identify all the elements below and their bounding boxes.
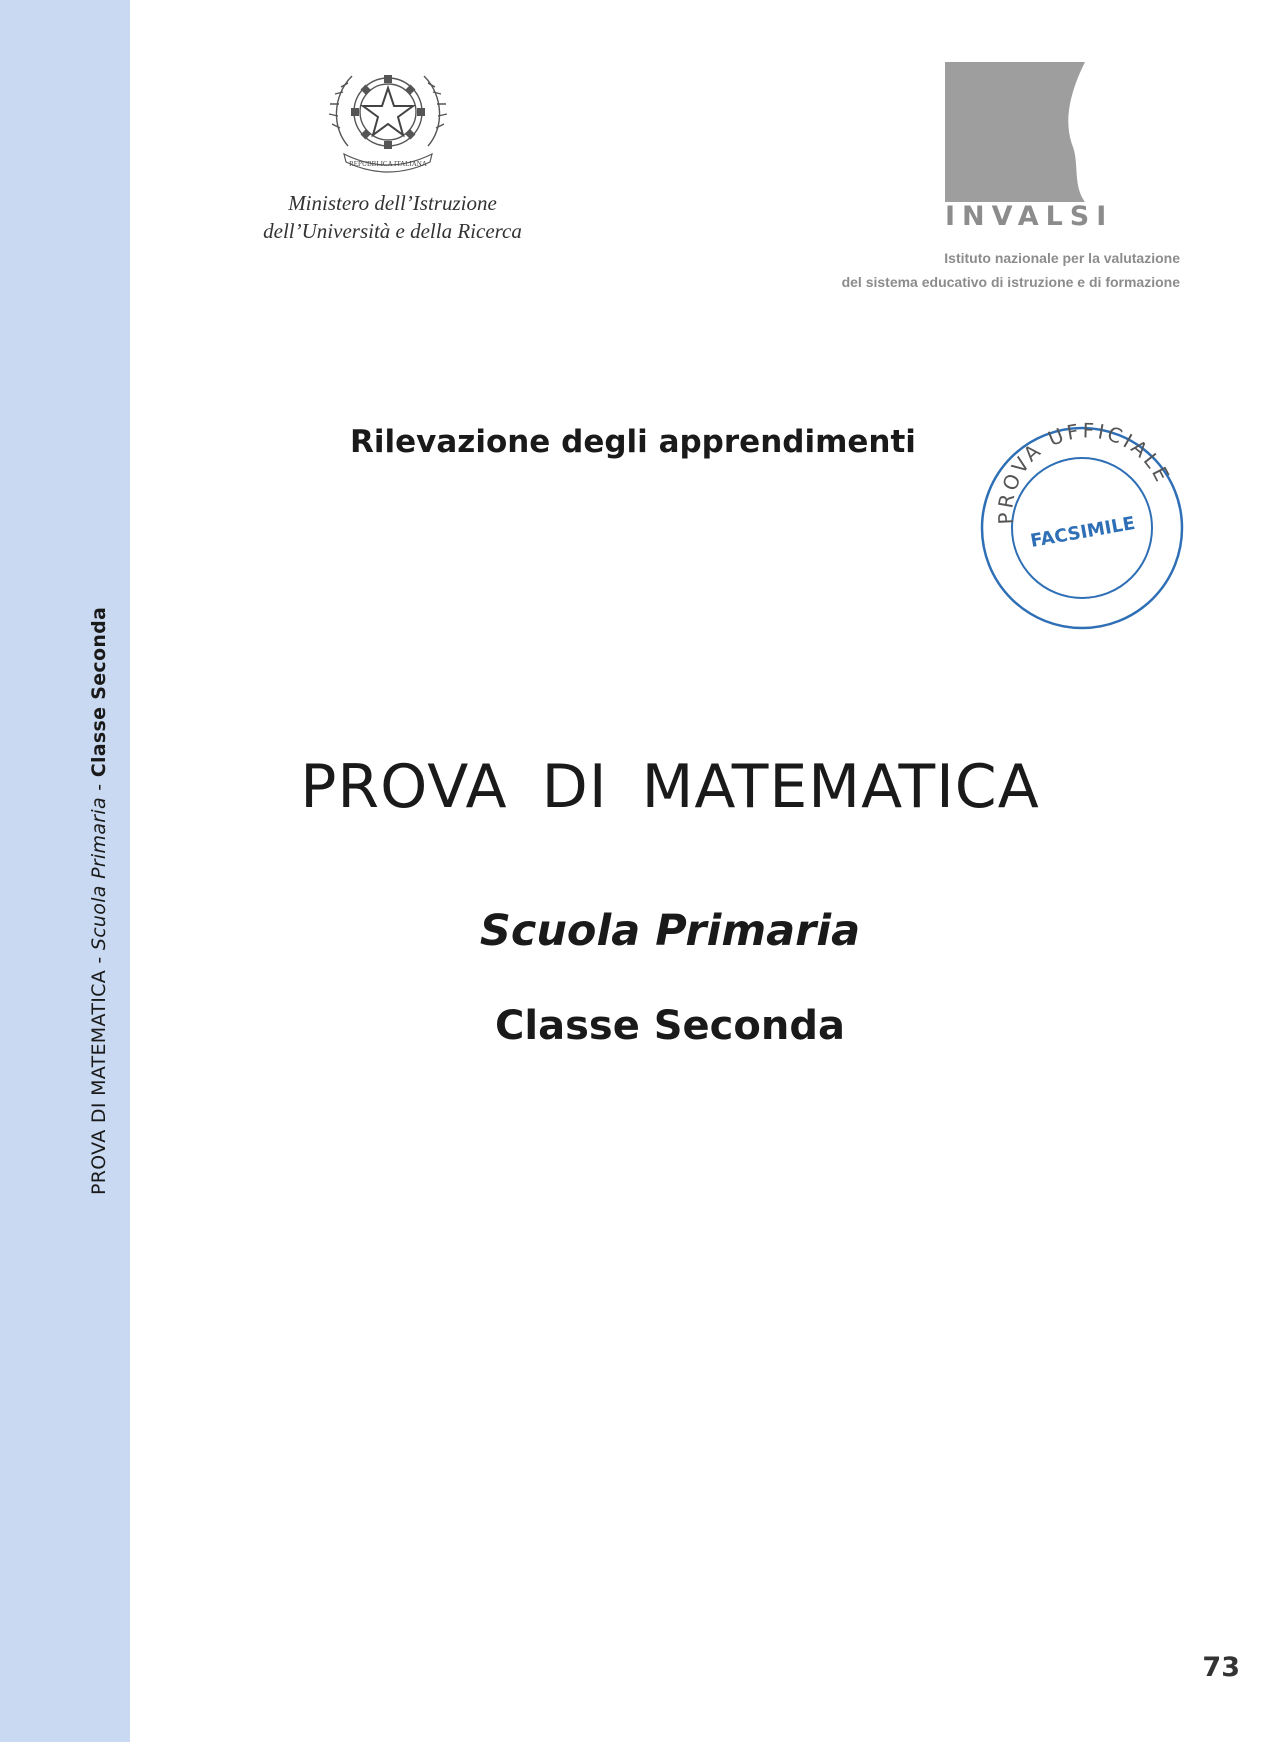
italian-republic-emblem [326, 58, 450, 176]
invalsi-name: INVALSI [945, 201, 1114, 232]
invalsi-logo [945, 62, 1085, 202]
side-running-title [88, 607, 110, 1195]
stamp-center-text: FACSIMILE [1028, 512, 1137, 552]
side-title-sep: - [88, 777, 110, 798]
ministry-line-2: dell’Università e della Ricerca [263, 219, 522, 243]
side-band [0, 0, 130, 1742]
invalsi-subtitle-line-2: del sistema educativo di istruzione e di formazione [841, 274, 1180, 290]
page-number: 73 [1202, 1652, 1240, 1683]
school-level: Scuola Primaria [479, 906, 861, 956]
invalsi-subtitle-line-1: Istituto nazionale per la valutazione [944, 250, 1180, 266]
survey-label: Rilevazione degli apprendimenti [350, 424, 916, 460]
side-title-class: Classe Seconda [88, 606, 110, 778]
facsimile-stamp [974, 420, 1190, 636]
ministry-name [220, 189, 565, 245]
stamp-arc-text: PROVA UFFICIALE [993, 420, 1176, 526]
invalsi-subtitle [820, 246, 1180, 294]
side-title-school: Scuola Primaria [88, 797, 110, 951]
emblem-ribbon-text: REPUBBLICA ITALIANA [349, 160, 427, 168]
main-title: PROVA DI MATEMATICA [300, 752, 1040, 822]
side-title-prova: PROVA DI MATEMATICA - [88, 950, 110, 1195]
class-level: Classe Seconda [495, 1003, 845, 1049]
ministry-line-1: Ministero dell’Istruzione [288, 191, 497, 215]
